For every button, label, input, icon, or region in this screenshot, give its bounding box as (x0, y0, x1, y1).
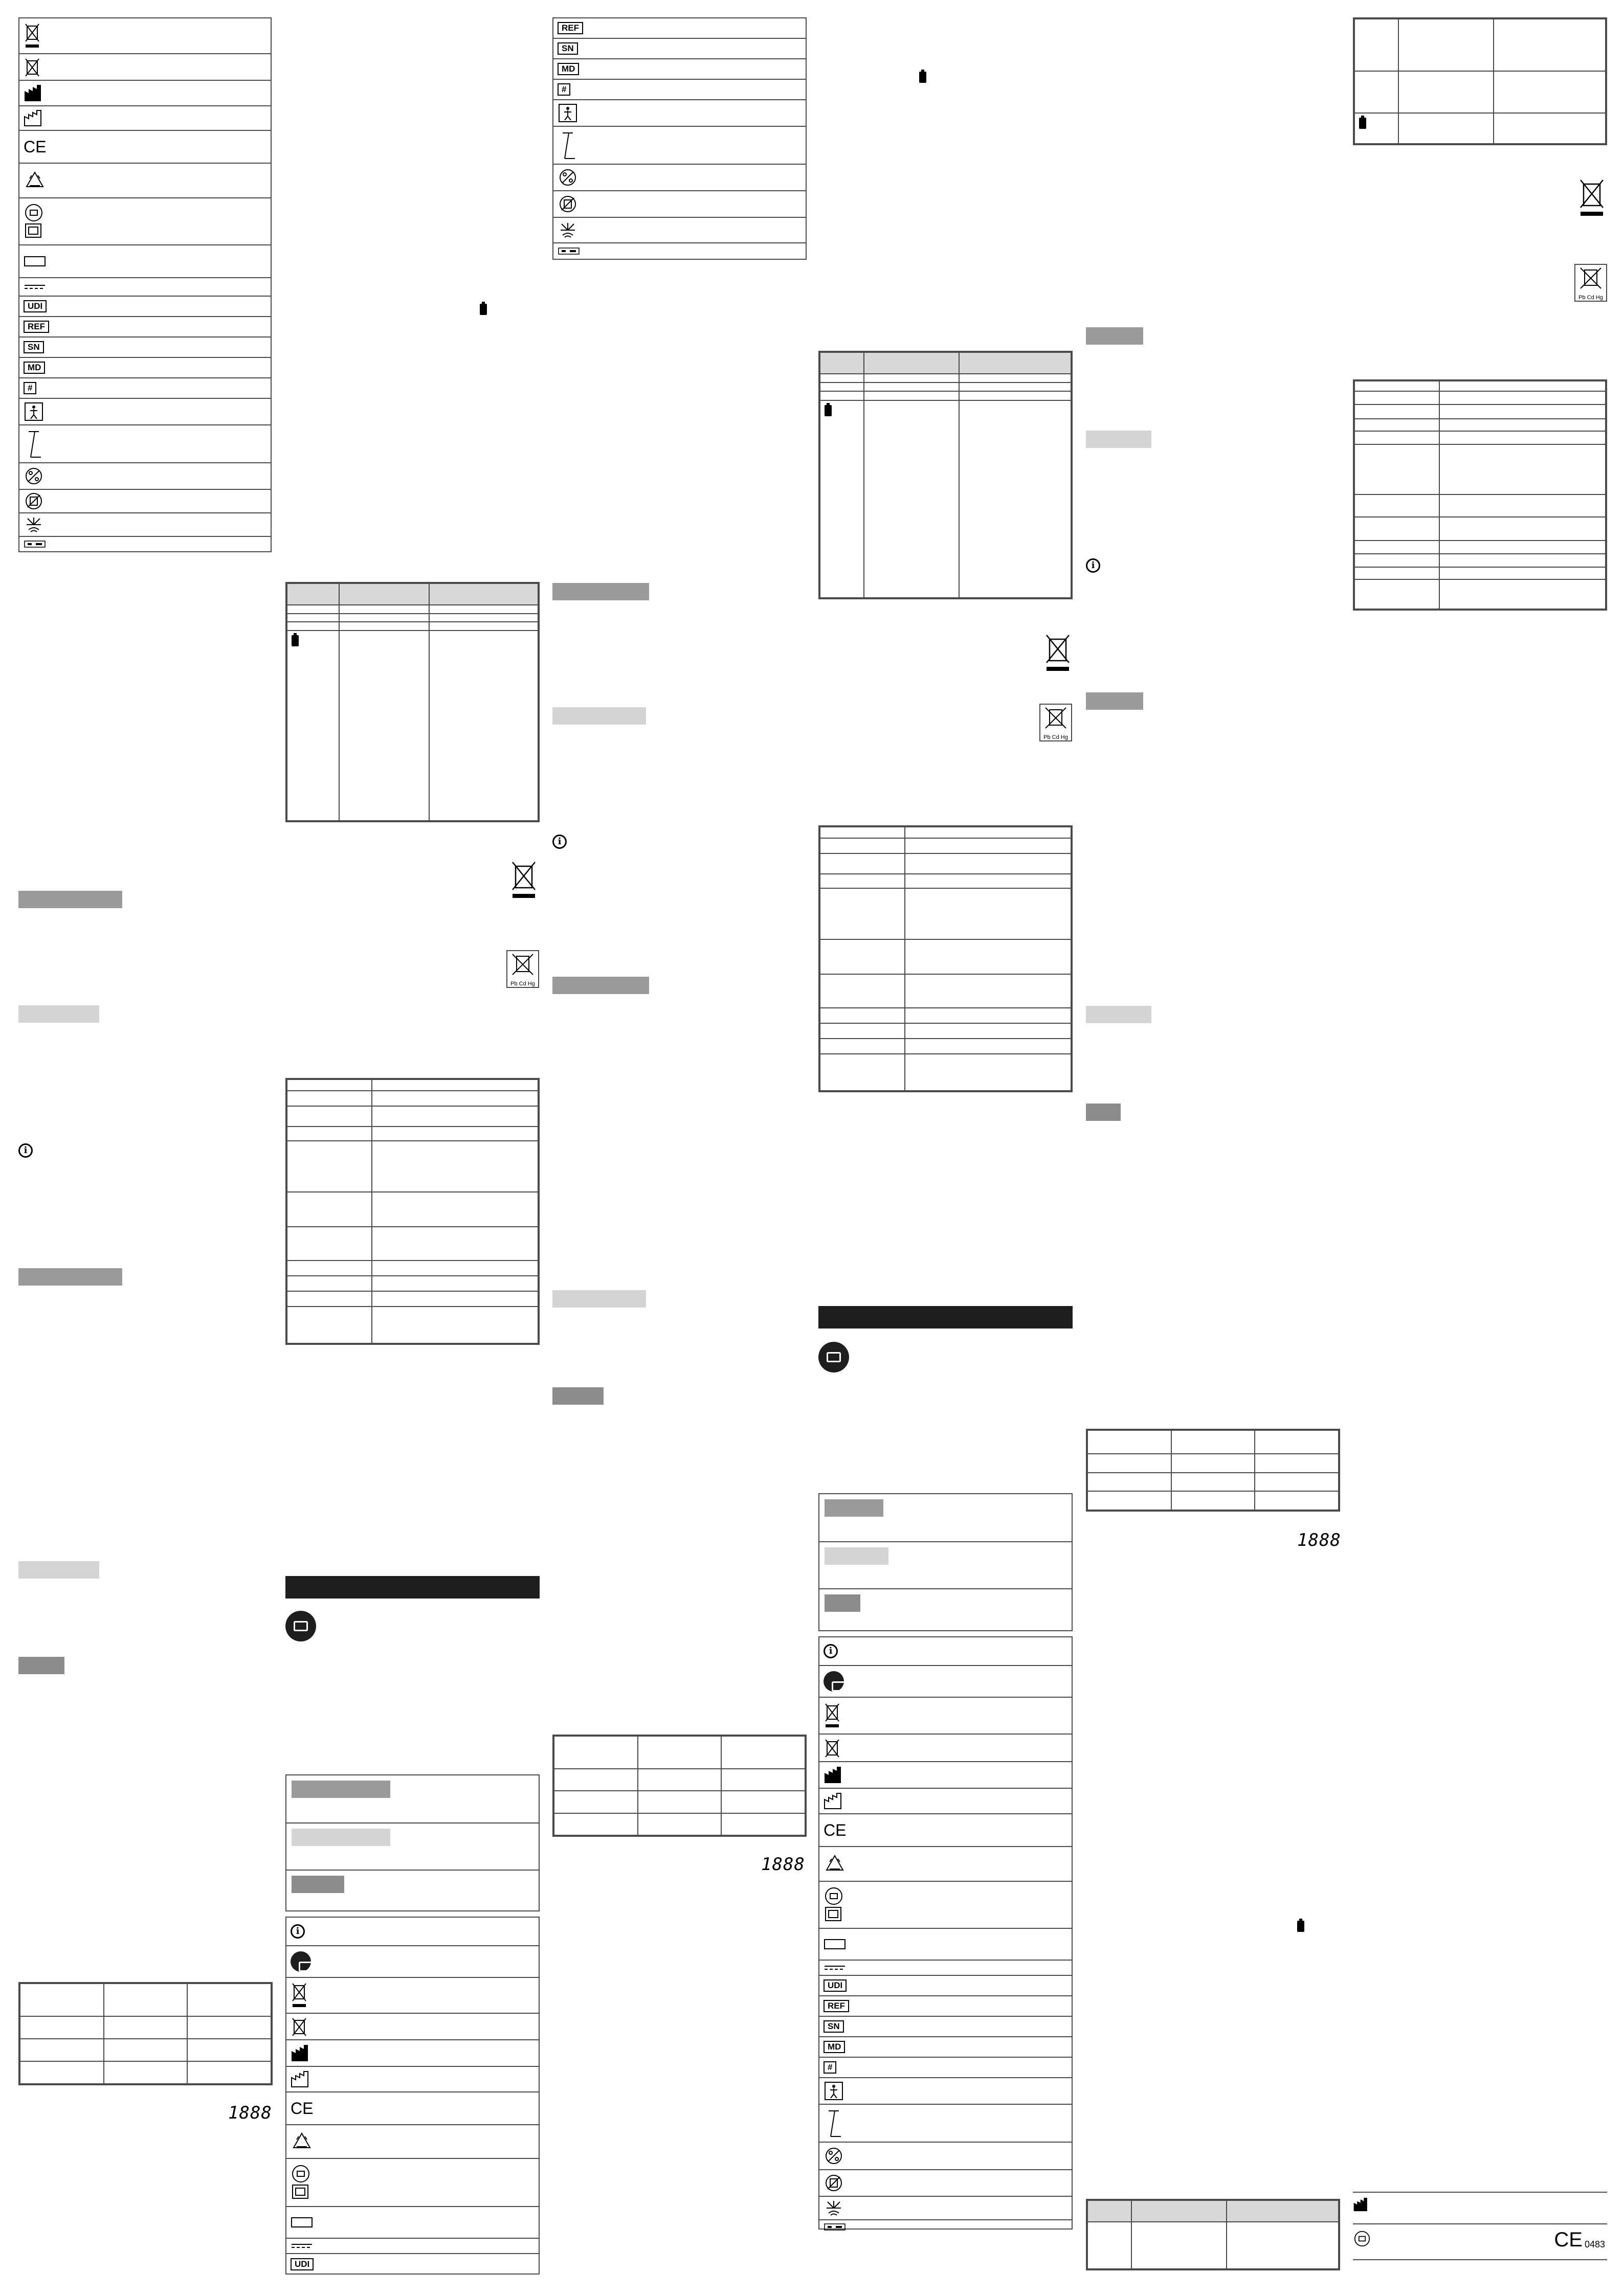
battery-icon (292, 635, 299, 646)
ip-rating-icon (824, 2223, 846, 2231)
blank-label-icon (291, 2216, 313, 2229)
ce-mark-icon: CE (24, 137, 47, 156)
section-heading-bar (1086, 327, 1143, 345)
hash-label-icon: # (24, 382, 36, 394)
instruction-book-icon (24, 222, 44, 239)
section-subheading-bar (18, 1561, 99, 1579)
symbol-row (19, 358, 271, 378)
consult-instructions-icon (291, 2165, 311, 2183)
consult-instructions-icon (24, 204, 44, 222)
symbol-row (19, 297, 271, 317)
instruction-book-icon (824, 1905, 844, 1923)
battery-icon (1359, 118, 1366, 129)
instruction-book-icon (291, 2183, 311, 2200)
troubleshooting-table (818, 351, 1073, 599)
pb-cd-hg-battery-icon: Pb Cd Hg (1574, 264, 1607, 302)
symbol-table-col2 (285, 1917, 540, 2275)
symbol-row (19, 278, 271, 297)
blank-label-icon (824, 1938, 846, 1951)
blank-label-icon (24, 255, 46, 268)
section-title-bar (285, 1576, 540, 1599)
info-icon: i (1086, 558, 1100, 573)
symbol-row (19, 18, 271, 54)
wireless-signal-icon (24, 515, 44, 534)
symbol-row (19, 245, 271, 278)
consult-instructions-icon (1353, 2231, 1371, 2247)
crossed-bin-icon (291, 2016, 308, 2037)
lcd-display-icon: 1888 (761, 1854, 805, 1875)
sn-label-icon: SN (824, 2020, 844, 2033)
consult-manual-icon (285, 1611, 316, 1641)
ce-mark-icon: CE (1554, 2229, 1583, 2251)
technical-data-table (818, 825, 1073, 1092)
md-label-icon: MD (558, 63, 579, 75)
section-heading-bar (18, 891, 122, 908)
wireless-signal-icon (558, 221, 578, 239)
section-heading-bar (552, 977, 649, 994)
symbol-row (19, 337, 271, 358)
symbol-row (19, 425, 271, 463)
recycle-icon (24, 170, 46, 191)
manufacturer-icon (1353, 2197, 1371, 2212)
section-subheading-bar (1086, 1006, 1151, 1023)
symbol-row (19, 537, 271, 551)
troubleshooting-table (1086, 2199, 1340, 2270)
md-label-icon: MD (24, 362, 45, 374)
spec-table (552, 1735, 807, 1837)
section-note-bar (552, 1387, 604, 1405)
type-bf-applied-part-icon (558, 103, 578, 123)
symbol-row (19, 463, 271, 490)
section-subheading-bar (18, 1005, 99, 1023)
crossed-bin-bar-icon (824, 1702, 841, 1729)
section-note-bar (18, 1657, 64, 1674)
crossed-bin-bar-icon (509, 859, 538, 900)
crossed-bin-bar-icon (24, 22, 41, 50)
crossed-bin-bar-icon (291, 1982, 308, 2009)
battery-icon (919, 72, 926, 83)
udi-label-icon: UDI (824, 1979, 847, 1992)
symbol-row (19, 106, 271, 131)
direct-current-icon (291, 2242, 313, 2250)
crossed-bin-bar-icon (1577, 177, 1606, 218)
ce-mark-icon: CE (291, 2099, 314, 2118)
section-heading-bar (18, 1268, 122, 1286)
type-bf-applied-part-icon (824, 2081, 844, 2101)
technical-data-table (1353, 379, 1607, 611)
date-of-manufacture-icon (824, 1792, 846, 1810)
hash-label-icon: # (558, 83, 570, 96)
lcd-display-icon: 1888 (228, 2103, 272, 2123)
consult-manual-icon (818, 1342, 849, 1372)
manufacturer-icon (24, 84, 46, 102)
warning-legend-box (285, 1774, 540, 1911)
do-not-reuse-icon (558, 194, 578, 214)
temperature-limit-icon (824, 2107, 844, 2140)
sn-label-icon: SN (558, 42, 578, 55)
section-title-bar (818, 1306, 1073, 1329)
technical-data-table (285, 1078, 540, 1345)
section-note-bar (1086, 1104, 1121, 1121)
symbol-row (19, 490, 271, 513)
symbol-row (19, 399, 271, 425)
warning-legend-box (818, 1493, 1073, 1631)
udi-label-icon: UDI (24, 300, 47, 312)
lcd-display-icon: 1888 (1297, 1530, 1341, 1550)
symbol-row (19, 131, 271, 164)
manufacturer-icon (291, 2044, 313, 2062)
battery-icon (825, 405, 832, 416)
do-not-reuse-icon (24, 491, 44, 511)
section-heading-bar (552, 583, 649, 600)
date-of-manufacture-icon (291, 2070, 313, 2088)
humidity-limit-icon (24, 466, 44, 486)
symbol-row (19, 54, 271, 81)
type-bf-applied-part-icon (24, 401, 44, 422)
section-subheading-bar (552, 707, 646, 725)
humidity-limit-icon (824, 2146, 844, 2166)
section-heading-bar (1086, 692, 1143, 710)
recycle-icon (824, 1854, 846, 1874)
section-subheading-bar (1086, 431, 1151, 448)
symbol-table-col4 (818, 1636, 1073, 2230)
battery-icon (1297, 1921, 1304, 1932)
crossed-bin-icon (24, 57, 41, 77)
do-not-reuse-icon (824, 2173, 844, 2193)
consult-manual-icon (824, 1671, 844, 1692)
temperature-limit-icon (24, 427, 44, 460)
symbol-row (19, 164, 271, 198)
info-icon: i (552, 835, 567, 849)
md-label-icon: MD (824, 2041, 845, 2053)
wireless-signal-icon (824, 2199, 844, 2217)
temperature-limit-icon (558, 129, 578, 162)
humidity-limit-icon (558, 167, 578, 188)
pb-cd-hg-battery-icon: Pb Cd Hg (1039, 704, 1072, 741)
crossed-bin-bar-icon (1043, 632, 1072, 673)
sn-label-icon: SN (24, 341, 44, 353)
manufacturer-icon (824, 1766, 846, 1784)
notified-body-number: 0483 (1584, 2239, 1605, 2249)
pb-cd-hg-battery-icon: Pb Cd Hg (506, 950, 539, 988)
troubleshooting-table-continued (1353, 17, 1607, 145)
symbol-table-col3 (552, 17, 807, 260)
troubleshooting-table (285, 582, 540, 822)
ip-rating-icon (24, 540, 46, 548)
symbol-row (19, 317, 271, 337)
symbol-row (19, 378, 271, 399)
crossed-bin-icon (824, 1738, 841, 1758)
info-icon: i (824, 1644, 838, 1658)
ref-label-icon: REF (558, 22, 583, 34)
ip-rating-icon (558, 247, 580, 255)
ref-label-icon: REF (824, 2000, 849, 2012)
symbol-row (19, 513, 271, 537)
consult-manual-icon (291, 1951, 311, 1972)
symbol-table-col1 (18, 17, 272, 552)
manufacturer-footer (1353, 2192, 1607, 2260)
date-of-manufacture-icon (24, 109, 46, 127)
ref-label-icon: REF (24, 321, 49, 333)
spec-table (18, 1982, 273, 2085)
direct-current-icon (824, 1964, 846, 1972)
symbol-row (19, 198, 271, 245)
info-icon: i (18, 1143, 33, 1158)
direct-current-icon (24, 283, 46, 291)
section-subheading-bar (552, 1290, 646, 1308)
ce-mark-icon: CE (824, 1820, 847, 1839)
spec-table (1086, 1429, 1340, 1512)
battery-icon (480, 304, 487, 315)
symbol-row (19, 81, 271, 106)
consult-instructions-icon (824, 1887, 844, 1905)
info-icon: i (291, 1924, 305, 1939)
recycle-icon (291, 2131, 313, 2152)
hash-label-icon: # (824, 2061, 836, 2074)
udi-label-icon: UDI (291, 2258, 314, 2270)
